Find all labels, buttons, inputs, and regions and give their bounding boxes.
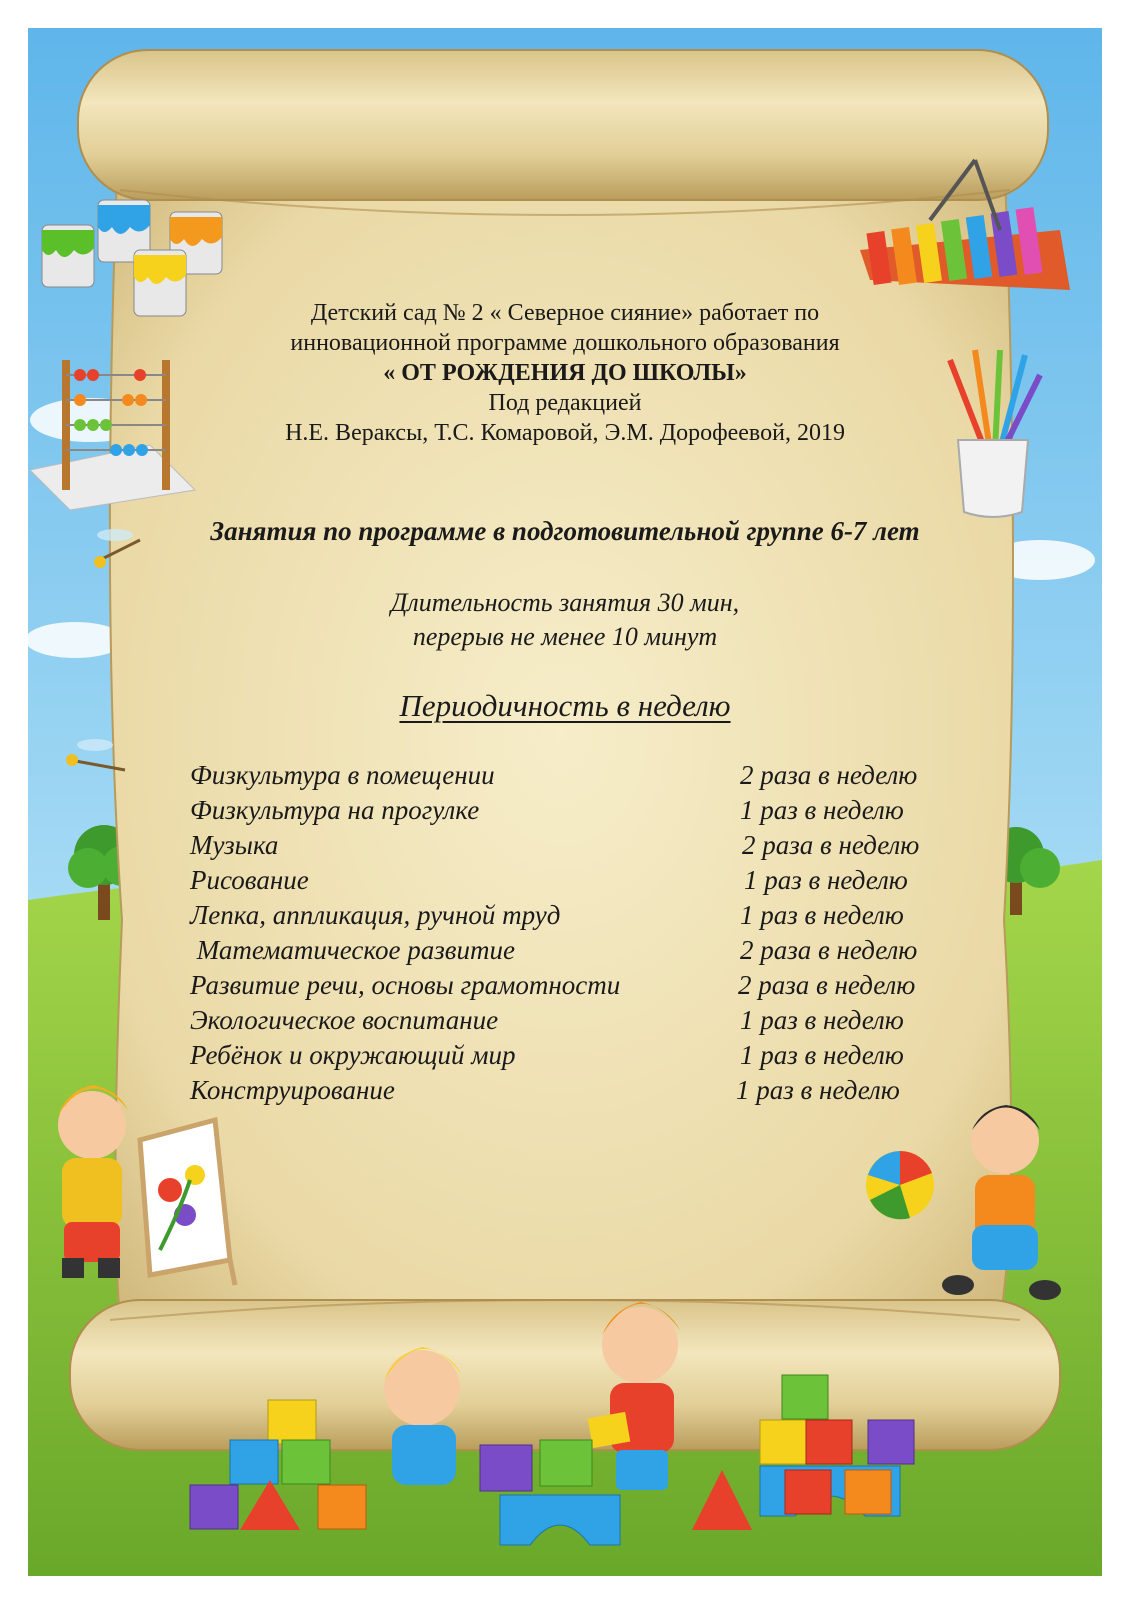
program-name: « ОТ РОЖДЕНИЯ ДО ШКОЛЫ» (383, 360, 747, 386)
subject-name: Математическое развитие (190, 935, 515, 965)
subject-frequency: 2 раза в неделю (740, 935, 918, 965)
header-line: инновационной программе дошкольного образования (290, 330, 840, 356)
subject-frequency: 2 раза в неделю (742, 830, 920, 860)
header-line: Детский сад № 2 « Северное сияние» работает по (310, 300, 820, 326)
subject-frequency: 1 раз в неделю (740, 900, 904, 930)
subject-name: Физкультура в помещении (190, 760, 495, 790)
subject-frequency: 1 раз в неделю (740, 795, 904, 825)
subject-name: Физкультура на прогулке (190, 795, 480, 825)
page-title: Занятия по программе в подготовительной группе 6-7 лет (210, 516, 920, 546)
subject-frequency: 1 раз в неделю (744, 865, 908, 895)
subject-name: Ребёнок и окружающий мир (190, 1040, 516, 1070)
subject-frequency: 1 раз в неделю (740, 1040, 904, 1070)
subject-name: Рисование (190, 865, 309, 895)
authors-line: Н.Е. Вераксы, Т.С. Комаровой, Э.М. Дорофеевой, 2019 (285, 420, 845, 446)
subject-frequency: 2 раза в неделю (738, 970, 916, 1000)
break-line: перерыв не менее 10 минут (412, 622, 718, 651)
subject-name: Развитие речи, основы грамотности (190, 970, 621, 1000)
duration-line: Длительность занятия 30 мин, (390, 588, 740, 617)
subject-frequency: 1 раз в неделю (740, 1005, 904, 1035)
scroll-top-roll (78, 50, 1048, 200)
subject-frequency: 2 раза в неделю (740, 760, 918, 790)
subject-name: Лепка, аппликация, ручной труд (190, 900, 561, 930)
subject-name: Конструирование (190, 1075, 395, 1105)
subject-frequency: 1 раз в неделю (736, 1075, 900, 1105)
subject-name: Музыка (190, 830, 279, 860)
header-line: Под редакцией (488, 390, 642, 416)
periodicity-heading: Периодичность в неделю (399, 688, 731, 723)
subject-name: Экологическое воспитание (190, 1005, 499, 1035)
